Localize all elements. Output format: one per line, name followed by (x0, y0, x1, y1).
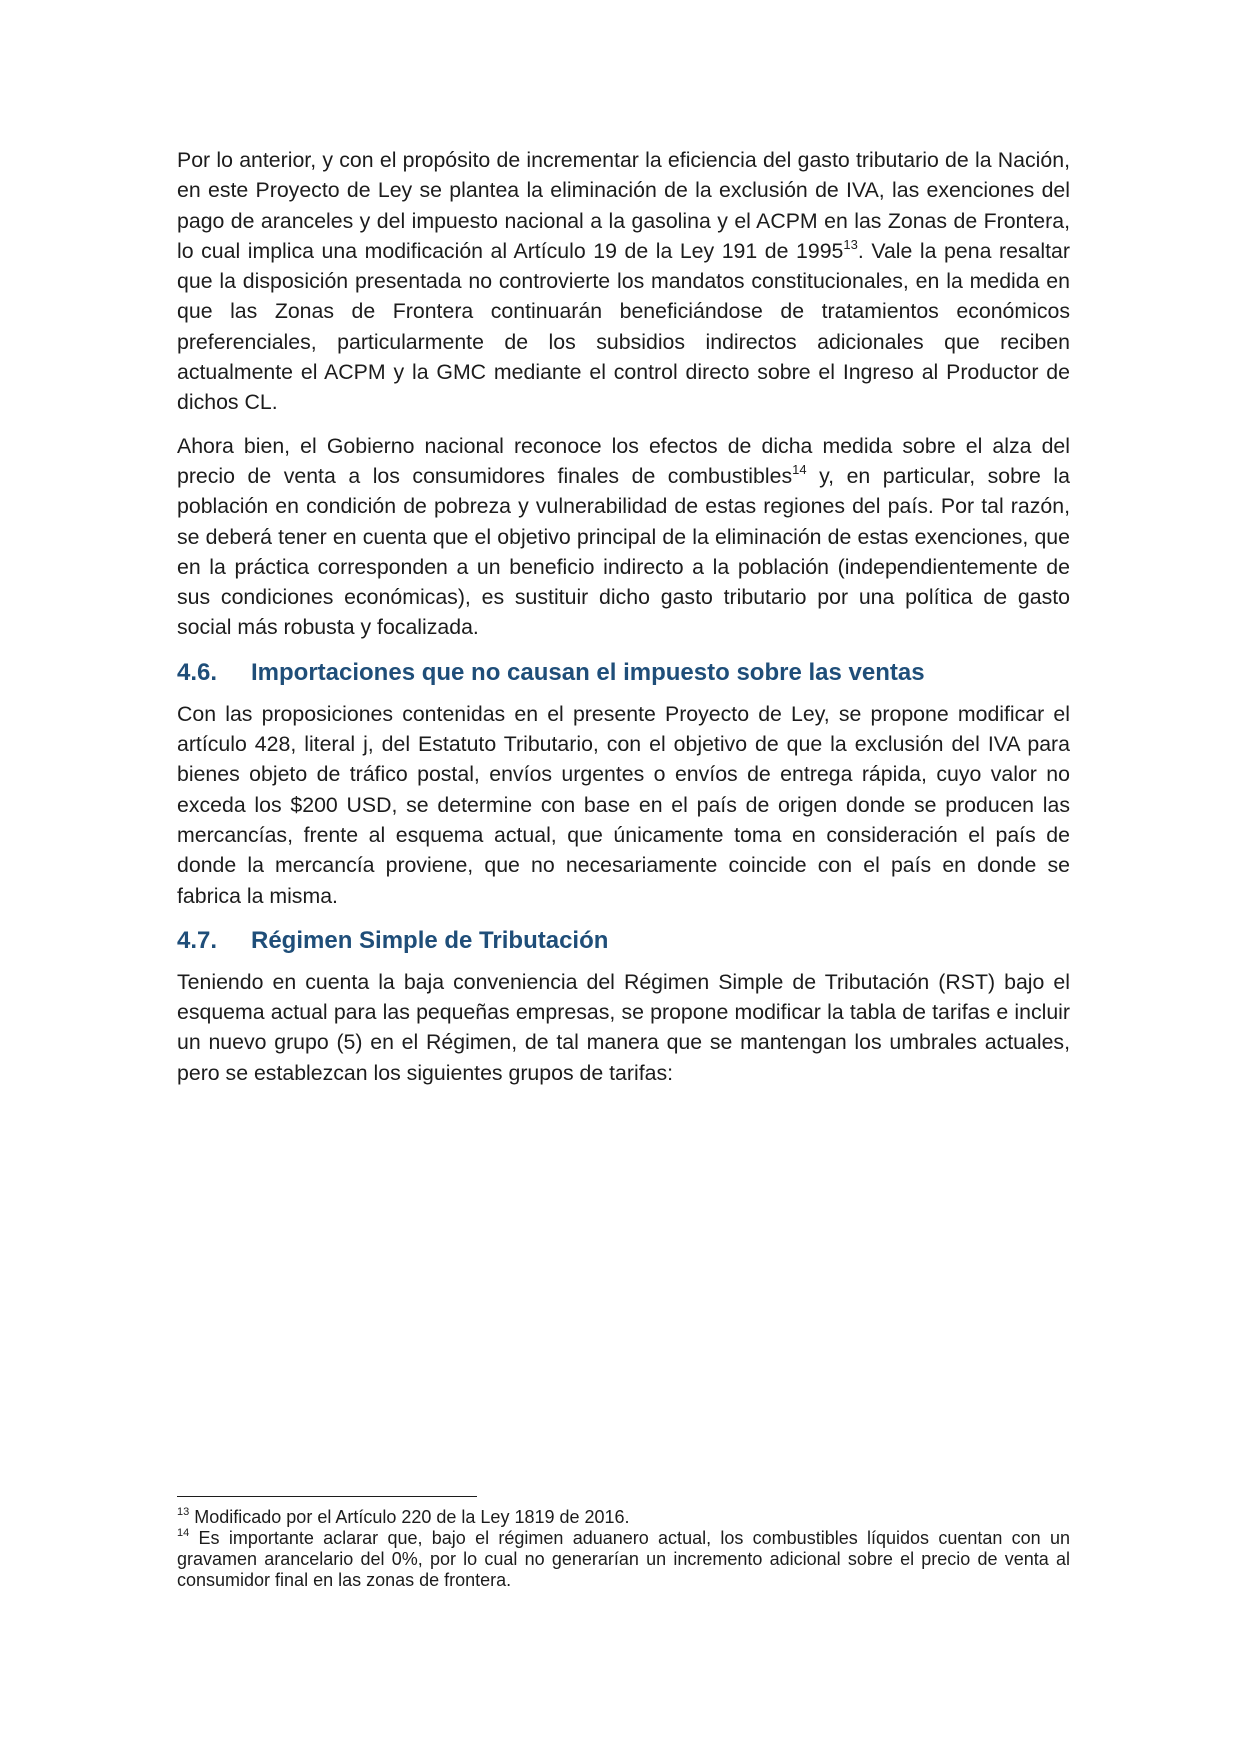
section-number: 4.6. (177, 658, 218, 686)
paragraph-gobierno-nacional (177, 431, 1070, 643)
section-heading-4-6 (177, 657, 1070, 689)
footnotes (177, 1496, 1070, 1591)
footnote-mark: 14 (177, 1527, 190, 1539)
section-title: Importaciones que no causan el impuesto sobre las ventas (251, 658, 925, 686)
section-number: 4.7. (177, 926, 218, 954)
paragraph-text: Ahora bien, el Gobierno nacional reconoce los efectos de dicha medida sobre el alza del precio de venta a los consumidores finales de combustibles (177, 433, 1070, 488)
paragraph-regimen-simple: Teniendo en cuenta la baja conveniencia del Régimen Simple de Tributación (RST) bajo el esquema actual para las pequeñas empresas, se propone modificar la tabla de tarifas e incluir un nuevo grupo (5) en el Régimen, de tal manera que se mantengan los umbrales actuales, pero se establezcan los siguientes grupos de tarifas: (177, 969, 1070, 1085)
footnote-reference-13[interactable]: 13 (843, 236, 858, 252)
footnote-separator (177, 1496, 477, 1497)
paragraph-importaciones: Con las proposiciones contenidas en el presente Proyecto de Ley, se propone modificar el artículo 428, literal j, del Estatuto Tributario, con el objetivo de que la exclusión del IVA para bienes objeto de tráfico postal, envíos urgentes o envíos de entrega rápida, cuyo valor no exceda los $200 USD, se determine con base en el país de origen donde se producen las mercancías, frente al esquema actual, que únicamente toma en consideración el país de donde la mercancía proviene, que no necesariamente coincide con el país en donde se fabrica la misma. (177, 701, 1070, 908)
paragraph-zonas-frontera (177, 145, 1070, 418)
page-body (177, 145, 1070, 1088)
footnote-mark: 13 (177, 1506, 190, 1518)
paragraph-text: Por lo anterior, y con el propósito de incrementar la eficiencia del gasto tributario de la Nación, en este Proyecto de Ley se plantea la eliminación de la exclusión de IVA, las exenciones del pago de aranceles y del impuesto nacional a la gasolina y el ACPM en las Zonas de Frontera, lo cual implica una modificación al Artículo 19 de la Ley 191 de 1995 (177, 148, 1070, 263)
footnote-text: Es importante aclarar que, bajo el régimen aduanero actual, los combustibles líquidos cuentan con un gravamen arancelario del 0%, por lo cual no generarían un incremento adicional sobre el precio de venta al consumidor final en las zonas de frontera. (177, 1528, 1070, 1590)
section-heading-4-7 (177, 925, 1070, 957)
footnote-14 (177, 1528, 1070, 1591)
footnote-13 (177, 1507, 1070, 1528)
footnote-reference-14[interactable]: 14 (792, 461, 807, 477)
section-title: Régimen Simple de Tributación (251, 926, 609, 954)
paragraph-text: . Vale la pena resaltar que la disposición presentada no controvierte los mandatos constitucionales, en la medida en que las Zonas de Frontera continuarán beneficiándose de tratamientos económicos preferenciales, particularmente de los subsidios indirectos adicionales que reciben actualmente el ACPM y la GMC mediante el control directo sobre el Ingreso al Productor de dichos CL. (177, 238, 1070, 415)
footnote-text: Modificado por el Artículo 220 de la Ley 1819 de 2016. (189, 1507, 630, 1527)
paragraph-text: y, en particular, sobre la población en condición de pobreza y vulnerabilidad de estas regiones del país. Por tal razón, se deberá tener en cuenta que el objetivo principal de la eliminación de estas exenciones, que en la práctica corresponden a un beneficio indirecto a la población (independientemente de sus condiciones económicas), es sustituir dicho gasto tributario por una política de gasto social más robusta y focalizada. (177, 463, 1070, 640)
